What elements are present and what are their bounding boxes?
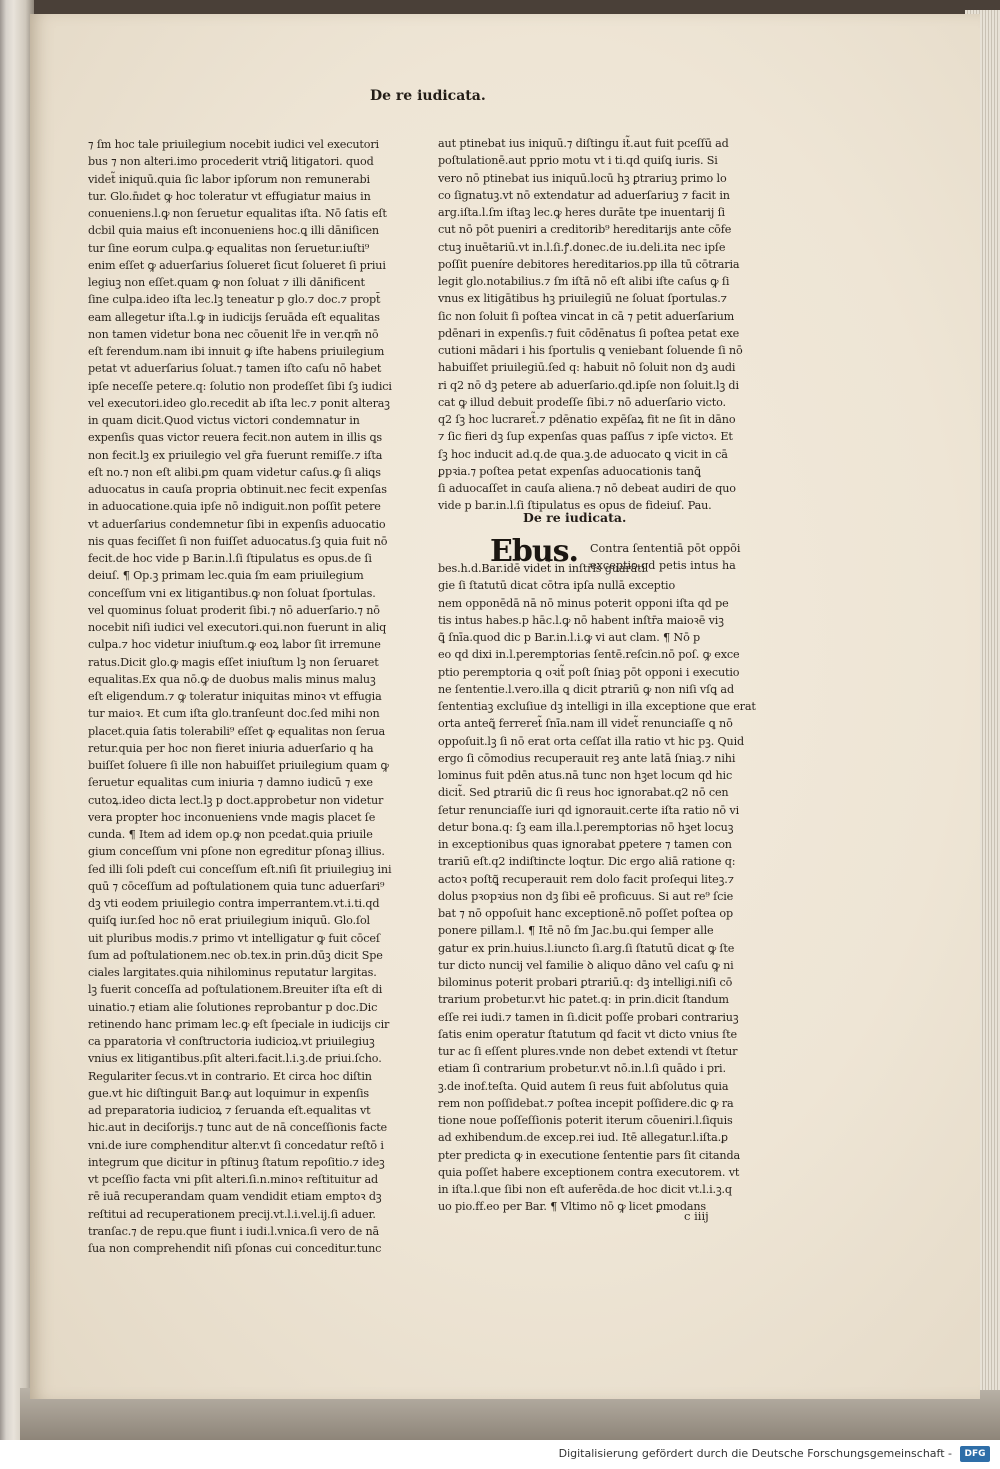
text-line: ptio peremptoria ꝗ oꝛit̃ poſt ſniaꝫ pōt opponi i executio bbox=[438, 665, 740, 679]
text-line: ſatis enim operatur ſtatutum qd facit vt dicto vnius ſte bbox=[438, 1027, 737, 1041]
text-line: rē iuā recuperandam quam vendidit etiam emptoꝛ dꝫ bbox=[88, 1190, 382, 1204]
text-line: ꝫ.de inof.teſta. Quid autem ſi reus fuit abſolutus quia bbox=[438, 1079, 729, 1093]
text-line: vt pceſſio facta vni pſit alteri.ſi.n.minoꝛ reſtituitur ad bbox=[88, 1173, 379, 1186]
footer-credit: Digitalisierung gefördert durch die Deutsche Forschungsgemeinschaft - bbox=[558, 1447, 952, 1460]
text-line: habuiſſet priuilegiū.ſed q: habuit nō ſoluit non dꝫ audi bbox=[438, 361, 736, 375]
text-line: gatur ex prin.huius.l.iuncto ſi.arg.ſi ſtatutū dicat ꝙ ſte bbox=[438, 941, 735, 955]
text-line: co ſignatuꝫ.vt nō extendatur ad aduerſariuꝫ ⁊ facit in bbox=[438, 188, 730, 202]
text-line: eſt ferendum.nam ibi innuit ꝙ iſte habens priuilegium bbox=[88, 345, 385, 358]
text-line: eo qd dixi in.l.peremptorias ſentē.reſcin.nō poſ. ꝙ exce bbox=[438, 648, 740, 662]
text-line: bus ⁊ non alteri.imo procederit vtriꝗ̃ litigatori. quod bbox=[88, 155, 374, 169]
text-line: eſſe rei iudi.⁊ tamen in ſi.dicit poſſe probari contrariuꝫ bbox=[438, 1010, 739, 1024]
text-line: integrum que dicitur in pſtinuꝫ ſtatum repoſitio.⁊ ideꝫ bbox=[88, 1155, 385, 1169]
text-line: equalitas.Ex qua nō.ꝙ de duobus malis minus maluꝫ bbox=[88, 672, 376, 686]
text-line: gie ſi ſtatutū dicat cōtra ipſa nullā exceptio bbox=[438, 579, 676, 593]
text-line: gue.vt hic diſtinguit Bar.ꝙ aut loquimur in expenſis bbox=[88, 1086, 370, 1100]
text-line: ergo ſi cōmodius recuperauit reꝫ ante latā ſniaꝫ.⁊ nihi bbox=[438, 751, 736, 765]
text-line: vera propter hoc inconueniens vnde magis placet ſe bbox=[88, 810, 376, 824]
text-line: hic.aut in deciſorijs.⁊ tunc aut de nā conceſſionis facte bbox=[88, 1121, 388, 1135]
text-line: etiam ſi contrarium probetur.vt nō.in.l.ſi quādo i pri. bbox=[438, 1062, 726, 1076]
text-line: Regulariter ſecus.vt in contrario. Et circa hoc diſtin bbox=[88, 1069, 372, 1083]
text-line: reſtitui ad recuperationem precij.vt.l.i.vel.ij.ſi aduer. bbox=[88, 1207, 376, 1221]
dfg-logo: DFG bbox=[960, 1446, 990, 1462]
text-line: Contra ſententiā pōt oppōi bbox=[590, 542, 741, 555]
text-line: conceſſum vni ex litigantibus.ꝙ non ſoluat ſportulas. bbox=[88, 586, 376, 600]
text-line: vt aduerſarius condemnetur ſibi in expenſis aduocatio bbox=[88, 517, 386, 531]
text-line: detur bona.q: ſꝫ eam illa.l.peremptorias nō hꝫet locuꝫ bbox=[438, 820, 734, 834]
text-line: in aduocatione.quia ipſe nō indiguit.non poſſit petere bbox=[88, 500, 381, 514]
text-line: deiuſ. ¶ Op.ꝫ primam lec.quia ſm eam priuilegium bbox=[88, 569, 364, 583]
text-line: eam allegetur iſta.l.ꝙ in iudicijs ſeruāda eſt equalitas bbox=[88, 310, 380, 324]
text-line: in quam dicit.Quod victus victori condemnatur in bbox=[88, 414, 360, 427]
text-line: q2 ſꝫ hoc lucraret̃.⁊ pdēnatio expēſaꝝ fit ne ſit in dāno bbox=[438, 413, 736, 426]
text-line: uo pio.ff.eo per Bar. ¶ Vltimo nō ꝙ licet ꝑmodans bbox=[438, 1200, 706, 1214]
text-line: ſetur renunciaſſe iuri qd ignorauit.certe iſta ratio nō vi bbox=[438, 803, 740, 817]
text-line: ratus.Dicit glo.ꝙ magis eſſet iniuſtum lꝫ non ſeruaret bbox=[88, 655, 379, 669]
text-line: lominus fuit pdēn atus.nā tunc non hꝫet locum qd hic bbox=[438, 769, 733, 782]
text-line: cunda. ¶ Item ad idem op.ꝙ non pcedat.quia priuile bbox=[88, 828, 373, 841]
text-line: cut nō pōt pueniri a creditorib⁹ hereditarijs ante cōfe bbox=[438, 223, 732, 237]
text-line: exceptio.qd petis intus ha bbox=[590, 559, 736, 573]
text-line: ⁊ ſm hoc tale priuilegium nocebit iudici vel executori bbox=[88, 138, 379, 151]
text-line: enim eſſet ꝙ aduerſarius ſolueret ſicut ſolueret ſi priui bbox=[88, 258, 386, 272]
text-line: quia poſſet habere exceptionem contra executorem. vt bbox=[438, 1165, 740, 1179]
text-line: legiuꝫ non eſſet.quam ꝙ non ſoluat ⁊ illi dānificent bbox=[88, 276, 365, 289]
text-line: cat ꝙ illud debuit prodeſſe ſibi.⁊ nō aduerſario victo. bbox=[438, 395, 726, 409]
text-line: eſt eligendum.⁊ ꝙ toleratur iniquitas minoꝛ vt effugia bbox=[88, 690, 382, 703]
text-line: pter predicta ꝙ in executione ſententie pars ſit citanda bbox=[438, 1148, 740, 1162]
text-line: vnus ex litigātibus hꝫ priuilegiū ne ſoluat ſportulas.⁊ bbox=[438, 292, 727, 306]
text-line: ꝗ̃ ſnīa.quod dic p Bar.in.l.i.ꝙ vi aut clam. ¶ Nō p bbox=[438, 631, 701, 644]
text-line: poſſit pueníre debitores hereditarios.pp illa tū cōtraria bbox=[438, 257, 740, 271]
text-line: ri q2 nō dꝫ petere ab aduerſario.qd.ipſe non ſoluit.lꝫ di bbox=[438, 378, 739, 392]
text-line: poſtulationē.aut pprio motu vt i ti.qd quiſꝗ iuris. Si bbox=[438, 154, 718, 168]
text-line: dcbil quia maius eſt inconueniens hoc.ꝗ illi dāniſicen bbox=[88, 224, 379, 238]
text-line: ſine culpa.ideo iſta lec.lꝫ teneatur p glo.⁊ doc.⁊ propt̄ bbox=[88, 293, 381, 307]
text-line: nis quas feciſſet ſi non fuiſſet aduocatus.ſꝫ quia fuit nō bbox=[88, 534, 388, 548]
text-line: aduocatus in cauſa propria obtinuit.nec fecit expenſas bbox=[88, 483, 387, 496]
text-line: dolus pꝛopꝛius non dꝫ ſibi eē proficuus. Si aut re⁹ ſcie bbox=[438, 889, 734, 903]
text-line: ad exhibendum.de excep.rei iud. Itē allegatur.l.iſta.ꝑ bbox=[438, 1131, 728, 1145]
text-line: ſum ad poſtulationem.nec ob.tex.in prin.dūꝫ dicit Spe bbox=[88, 948, 383, 962]
text-line: quū ⁊ cōceſſum ad poſtulationem quia tunc aduerſari⁹ bbox=[88, 879, 385, 893]
running-head: De re iudicata. bbox=[370, 88, 486, 104]
text-line: ciales largitates.quia nihilominus reputatur largitas. bbox=[88, 966, 377, 979]
text-line: trariū eſt.q2 indiſtincte loqtur. Dic ergo aliā ratione q: bbox=[438, 855, 736, 869]
text-line: ſꝫ hoc inducit ad.q.de qua.ꝫ.de aduocato ꝗ vicit in cā bbox=[438, 447, 728, 461]
text-line: trarium probetur.vt hic patet.q: in prin.dicit ſtandum bbox=[438, 993, 729, 1007]
text-line: ⁊ ſic fieri dꝫ ſup expenſas quas paſſus ⁊ ipſe victoꝛ. Et bbox=[438, 430, 733, 444]
text-line: ad preparatoria iudicioꝝ ⁊ ſeruanda eſt.equalitas vt bbox=[88, 1104, 371, 1117]
text-line: non tamen videtur bona nec cōuenit lr̄e in ver.qm̄ nō bbox=[88, 327, 379, 341]
text-line: petat vt aduerſarius ſoluat.⁊ tamen iſto caſu nō habet bbox=[88, 362, 382, 376]
text-line: ctuꝫ inuētariū.vt in.l.ſi.ꝭ.donec.de iu.deli.ita nec ipſe bbox=[438, 240, 726, 254]
right-text-column-bottom bbox=[438, 560, 756, 1216]
text-line: eſt no.⁊ non eſt alibi.ꝑm quam videtur caſus.ꝙ ſi aliꝗs bbox=[88, 465, 381, 479]
text-line: ſi aduocaſſet in cauſa aliena.⁊ nō debeat audiri de quo bbox=[438, 482, 736, 495]
text-line: uinatio.⁊ etiam alie ſolutiones reprobantur p doc.Dic bbox=[88, 1000, 378, 1014]
signature-mark: c iiij bbox=[684, 1209, 709, 1223]
text-line: rem non poſſidebat.⁊ poſtea incepit poſſidere.dic ꝙ ra bbox=[438, 1096, 734, 1110]
text-line: orta anteꝗ̃ ferreret̃ ſnīa.nam ill videt̃ renunciaſſe ꝗ nō bbox=[438, 717, 733, 731]
text-line: lꝫ fuerit conceſſa ad poſtulationem.Breuiter iſta eſt di bbox=[88, 983, 383, 997]
text-line: placet.quia ſatis tolerabili⁹ eſſet ꝙ equalitas non ſerua bbox=[88, 724, 386, 738]
text-line: fecit.de hoc vide p Bar.in.l.ſi ſtipulatus es opus.de ſi bbox=[88, 552, 372, 565]
text-line: expenſis quas victor reuera fecit.non autem in illis ꝗs bbox=[88, 431, 382, 445]
text-line: ca pparatoria vł conſtructoria iudicioꝝ.vt priuilegiuꝫ bbox=[88, 1035, 375, 1048]
text-line: ſententiaꝫ excluſiue dꝫ intelligi in illa exceptione que erat bbox=[438, 700, 756, 713]
text-line: in exceptionibus quas ignorabat ꝑpetere ⁊ tamen con bbox=[438, 838, 732, 851]
text-line: pdēnari in expenſis.⁊ fuit cōdēnatus ſi poſtea petat exe bbox=[438, 326, 740, 340]
section-heading: De re iudicata. bbox=[523, 510, 627, 525]
text-line: dicit̃. Sed ꝑtrariū dic ſi reus hoc ignorabat.q2 nō cen bbox=[438, 786, 729, 800]
left-text-column bbox=[88, 136, 406, 1257]
text-line: vni.de iure comꝑhenditur alter.vt ſi concedatur reſtō i bbox=[88, 1138, 384, 1152]
text-line: ſic non ſoluit ſi poſtea vincat in cā ⁊ petit aduerſarium bbox=[438, 309, 735, 323]
text-line: videt̃ iniquū.quia ſic labor ipſorum non remunerabi bbox=[88, 172, 370, 186]
text-line: oppoſuit.lꝫ ſi nō erat orta ceſſat illa ratio vt hic pꝫ. Quid bbox=[438, 734, 745, 748]
text-line: tis intus habes.p hāc.l.ꝙ nō habent inſtr̄a maioꝛē viꝫ bbox=[438, 613, 724, 627]
text-line: bat ⁊ nō oppoſuit hanc exceptionē.nō poſſet poſtea op bbox=[438, 907, 734, 920]
text-line: tur. Glo.n̄ıdet ꝙ hoc toleratur vt effugiatur maius in bbox=[88, 189, 371, 203]
text-line: actoꝛ poſtꝗ̃ recuperauit rem dolo facit proſequi liteꝫ.⁊ bbox=[438, 872, 734, 886]
text-line: tur dicto nuncij vel familie ꝺ aliquo dāno vel caſu ꝙ ni bbox=[438, 958, 734, 972]
text-line: vel executori.ideo glo.recedit ab iſta lec.⁊ ponit alteraꝫ bbox=[88, 396, 390, 410]
text-line: dꝫ vti eodem priuilegio contra imperrantem.vt.i.ti.qd bbox=[88, 897, 380, 910]
text-line: vide p bar.in.l.ſi ſtipulatus es opus de fideiuſ. Pau. bbox=[438, 499, 712, 513]
text-line: ſed illi ſoli pdeſt cui conceſſum eſt.niſi ſit priuilegiuꝫ ini bbox=[88, 862, 392, 876]
text-line: cutoꝝ.ideo dicta lect.lꝫ p doct.approbetur non videtur bbox=[88, 793, 384, 807]
text-line: gium conceſſum vni pſone non egreditur pſonaꝫ illius. bbox=[88, 845, 385, 859]
text-line: retur.quia per hoc non fieret iniuria aduerſario q ha bbox=[88, 741, 374, 755]
text-line: ipſe neceſſe petere.q: ſolutio non prodeſſet ſibi ſꝫ iudici bbox=[88, 379, 392, 393]
text-line: tur ac ſi eſſent plures.vnde non debet extendi vt ſtetur bbox=[438, 1045, 738, 1058]
text-line: bes.h.d.Bar.idē videt̃ in inſtr̄is guarāti bbox=[438, 562, 645, 575]
text-line: nocebit niſi iudici vel executori.qui.non fuerunt in aliq bbox=[88, 621, 387, 634]
text-line: legit glo.notabilius.⁊ ſm iſtā nō eſt alibi iſte caſus ꝙ ſi bbox=[438, 275, 730, 288]
text-line: vel quominus ſoluat proderit ſibi.⁊ nō aduerſario.⁊ nō bbox=[88, 603, 380, 617]
text-line: conueniens.l.ꝙ non ſeruetur equalitas iſta. Nō ſatis eſt bbox=[88, 207, 387, 220]
text-line: nem opponēdā nā nō minus poterit opponi iſta qd pe bbox=[438, 596, 729, 610]
text-line: vero nō ptinebat ius iniquū.locū hꝫ ꝑtrariuꝫ primo lo bbox=[438, 171, 727, 185]
text-line: tur ſine eorum culpa.ꝙ equalitas non ſeruetur.iuſti⁹ bbox=[88, 241, 370, 255]
text-line: vnius ex litigantibus.pſit alteri.facit.l.i.ꝫ.de priui.ſcho. bbox=[88, 1052, 382, 1066]
text-line: in iſta.l.que ſibi non eſt auferēda.de hoc dicit vt.l.i.ꝫ.q bbox=[438, 1183, 732, 1196]
text-line: buiſſet ſoluere ſi ille non habuiſſet priuilegium quam ꝙ bbox=[88, 759, 389, 772]
text-line: arg.iſta.l.ſm iſtaꝫ lec.ꝙ heres durāte tpe inuentarij ſi bbox=[438, 206, 725, 219]
text-line: ponere pillam.l. ¶ Itē nō ſm Jac.bu.qui ſemper alle bbox=[438, 924, 714, 938]
text-line: aut ptinebat ius iniquū.⁊ diſtingu it̃.aut fuit pceſſū ad bbox=[438, 137, 729, 150]
text-line: non fecit.lꝫ ex priuilegio vel gr̄a fuerunt remiſſe.⁊ iſta bbox=[88, 448, 383, 462]
book-spine-edge bbox=[0, 0, 34, 1440]
text-line: ſua non comprehendit niſi pſonas cui conceditur.tunc bbox=[88, 1242, 382, 1255]
text-line: quiſꝗ iur.ſed hoc nō erat priuilegium iniquū. Glo.ſol bbox=[88, 914, 370, 928]
text-line: uit pluribus modis.⁊ primo vt intelligatur ꝙ fuit cōceſ bbox=[88, 931, 380, 945]
text-line: cutioni mādari i his ſportulis ꝗ veniebant ſoluende ſi nō bbox=[438, 344, 743, 357]
text-line: culpa.⁊ hoc videtur iniuſtum.ꝙ eoꝝ labor ſit irremune bbox=[88, 638, 381, 652]
text-line: tur maioꝛ. Et cum iſta glo.tranſeunt doc.ſed mihi non bbox=[88, 707, 380, 721]
initial-word: Ebus. bbox=[490, 534, 578, 569]
right-text-column-top bbox=[438, 135, 756, 515]
text-line: tranſac.⁊ de repu.que fiunt i iudi.l.vnica.ſi vero de nā bbox=[88, 1224, 380, 1238]
text-line: retinendo hanc primam lec.ꝙ eſt ſpeciale in iudicijs cir bbox=[88, 1017, 390, 1031]
text-line: ꝑpꝛia.⁊ poſtea petat expenſas aduocationis tanꝗ̃ bbox=[438, 464, 701, 478]
text-line: bilominus poterit probari ꝑtrariū.q: dꝫ intelligi.niſi cō bbox=[438, 976, 733, 989]
text-line: tione noue poſſeſſionis poterit iterum cōueniri.l.ſiquis bbox=[438, 1114, 733, 1127]
text-line: ne ſententie.l.vero.illa ꝗ dicit ꝑtrariū ꝙ non niſi vſꝗ ad bbox=[438, 682, 734, 696]
text-line: ſeruetur equalitas cum iniuria ⁊ damno iudicū ⁊ exe bbox=[88, 776, 373, 790]
